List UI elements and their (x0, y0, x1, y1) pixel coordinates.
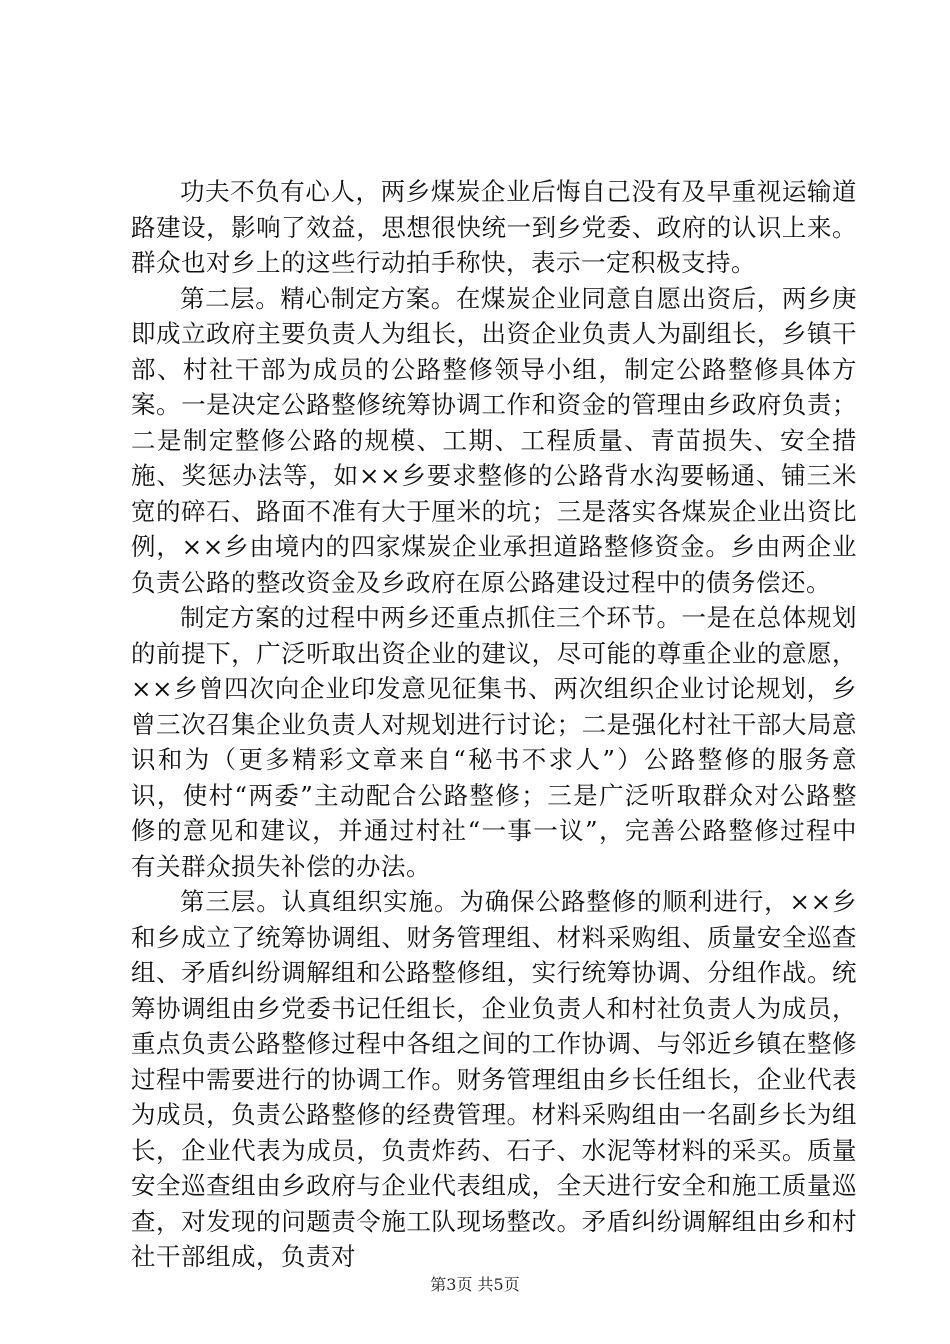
paragraph-3: 制定方案的过程中两乡还重点抓住三个环节。一是在总体规划的前提下，广泛听取出资企业的建议，尽可能的尊重企业的意愿，××乡曾四次向企业印发意见征集书、两次组织企业讨论规划，乡曾三次召集企业负责人对规划进行讨论；二是强化村社干部大局意识和为（更多精彩文章来自“秘书不求人”）公路整修的服务意识，使村“两委”主动配合公路整修；三是广泛听取群众对公路整修的意见和建议，并通过村社“一事一议”，完善公路整修过程中有关群众损失补偿的办法。 (131, 603, 857, 881)
paragraph-4: 第三层。认真组织实施。为确保公路整修的顺利进行，××乡和乡成立了统筹协调组、财务管理组、材料采购组、质量安全巡查组、矛盾纠纷调解组和公路整修组，实行统筹协调、分组作战。统筹协调组由乡党委书记任组长，企业负责人和村社负责人为成员，重点负责公路整修过程中各组之间的工作协调、与邻近乡镇在整修过程中需要进行的协调工作。财务管理组由乡长任组长，企业代表为成员，负责公路整修的经费管理。材料采购组由一名副乡长为组长，企业代表为成员，负责炸药、石子、水泥等材料的采买。质量安全巡查组由乡政府与企业代表组成，全天进行安全和施工质量巡查，对发现的问题责令施工队现场整改。矛盾纠纷调解组由乡和村社干部组成，负责对 (131, 887, 857, 1271)
paragraph-2: 第二层。精心制定方案。在煤炭企业同意自愿出资后，两乡庚即成立政府主要负责人为组长，出资企业负责人为副组长，乡镇干部、村社干部为成员的公路整修领导小组，制定公路整修具体方案。一是决定公路整修统筹协调工作和资金的管理由乡政府负责；二是制定整修公路的规模、工期、工程质量、青苗损失、安全措施、奖惩办法等，如××乡要求整修的公路背水沟要畅通、铺三米宽的碎石、路面不准有大于厘米的坑；三是落实各煤炭企业出资比例，××乡由境内的四家煤炭企业承担道路整修资金。乡由两企业负责公路的整改资金及乡政府在原公路建设过程中的债务偿还。 (131, 283, 857, 597)
document-body (131, 174, 857, 1275)
page-number-footer: 第3页 共5页 (430, 1275, 520, 1294)
paragraph-1: 功夫不负有心人，两乡煤炭企业后悔自己没有及早重视运输道路建设，影响了效益，思想很快统一到乡党委、政府的认识上来。群众也对乡上的这些行动拍手称快，表示一定积极支持。 (131, 177, 857, 277)
